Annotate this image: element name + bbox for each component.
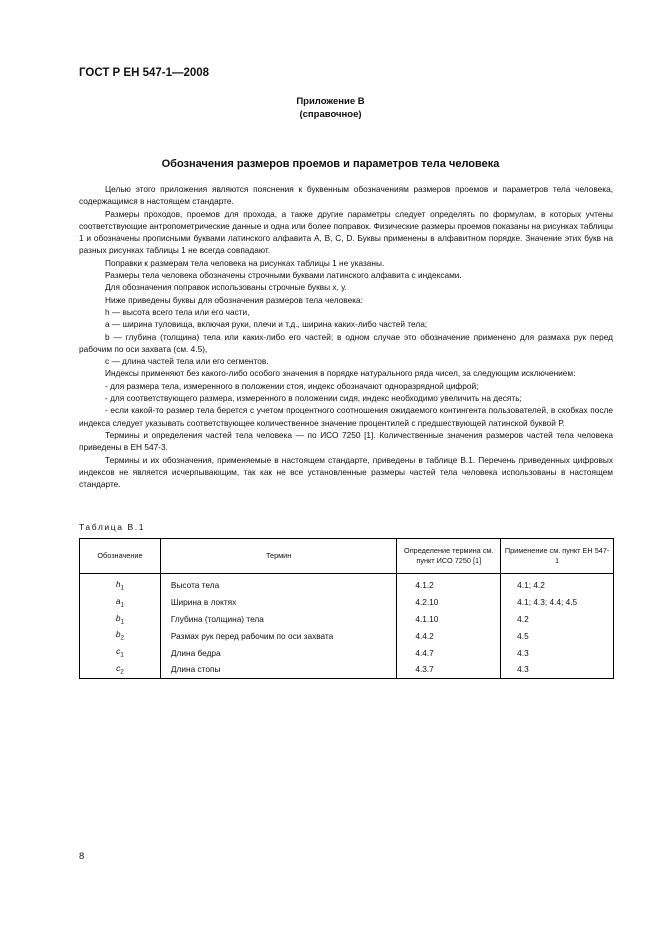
- paragraph: Термины и определения частей тела человека — по ИСО 7250 [1]. Количественные значения размеров частей тела человека приведены в ЕН 547-3.: [79, 429, 613, 453]
- cell-symbol: [80, 594, 161, 611]
- cell-symbol: [80, 627, 161, 644]
- paragraph: Размеры тела человека обозначены строчными буквами латинского алфавита с индексами.: [105, 270, 462, 281]
- annex-title: Приложение В: [296, 96, 365, 107]
- symbol-index: 1: [120, 618, 125, 626]
- cell-definition: 4.4.7: [397, 644, 501, 661]
- symbol-letter: h: [115, 579, 121, 590]
- cell-term: Высота тела: [160, 574, 396, 594]
- cell-term: Длина бедра: [160, 644, 396, 661]
- symbol-letter: b: [115, 612, 121, 623]
- table-caption: Таблица В.1: [79, 522, 146, 532]
- symbol-index: 1: [120, 584, 125, 592]
- paragraph: Индексы применяют без какого-либо особого значения в порядке натурального ряда чисел, за следующим исключением:: [105, 368, 576, 379]
- paragraph: - для соответствующего размера, измеренного в положении сидя, индекс необходимо увеличить на десять;: [105, 393, 522, 404]
- annex-subtitle: (справочное): [299, 109, 362, 120]
- symbol-index: 2: [120, 635, 125, 643]
- paragraph: - если какой-то размер тела берется с учетом процентного соотношения ожидаемого контингента пользователей, в скобках после индекса следует указывать соответствующее количественное значение процентилей с предшествующей латинской буквой Р.: [79, 405, 613, 428]
- page-number: 8: [79, 851, 85, 862]
- table-header-row: [80, 539, 614, 574]
- symbol-index: 1: [120, 651, 124, 659]
- cell-application: 4.1; 4.3; 4.4; 4.5: [501, 594, 614, 611]
- paragraph: - для размера тела, измеренного в положении стоя, индекс обозначают одноразрядной цифрой;: [105, 380, 479, 391]
- paragraph: Для обозначения поправок использованы строчные буквы х, у.: [105, 282, 347, 293]
- table-row: [80, 661, 614, 678]
- cell-term: Ширина в локтях: [160, 594, 396, 611]
- cell-application: 4.3: [501, 661, 614, 678]
- body-text: [79, 183, 613, 490]
- symbol-letter: b: [115, 629, 121, 640]
- cell-term: Размах рук перед рабочим по оси захвата: [160, 627, 396, 644]
- symbol-index: 1: [120, 601, 125, 609]
- paragraph: Термины и их обозначения, применяемые в настоящем стандарте, приведены в таблице В.1. Перечень приведенных цифровых индексов не является исчерпывающим, так как не все установленные размеры частей тела человека использованы в настоящем стандарте.: [79, 454, 613, 490]
- table-row: [80, 644, 614, 661]
- cell-symbol: [80, 661, 161, 678]
- cell-definition: 4.1.10: [397, 611, 501, 628]
- paragraph: а — ширина туловища, включая руки, плечи и т.д., ширина каких-либо частей тела;: [105, 319, 428, 330]
- standard-designation: ГОСТ Р ЕН 547-1—2008: [79, 67, 210, 79]
- cell-symbol: [80, 574, 161, 594]
- cell-symbol: [80, 644, 161, 661]
- table-row: [80, 627, 614, 644]
- paragraph: Ниже приведены буквы для обозначения размеров тела человека:: [105, 294, 363, 305]
- symbol-letter: c: [116, 663, 121, 674]
- cell-symbol: [80, 611, 161, 628]
- symbol-letter: c: [116, 646, 121, 657]
- paragraph: h — высота всего тела или его части,: [105, 306, 250, 317]
- cell-definition: 4.1.2: [397, 574, 501, 594]
- paragraph: Размеры проходов, проемов для прохода, а также другие параметры следует определять по формулам, в которых учтены соответствующие антропометрические данные и одна или более поправок. Физические размеры проемов показаны на рисунках таблицы 1 и обозначены прописными буквами латинского алфавита А, В, С, D. Буквы применены в алфавитном порядке. Значение этих букв на разных рисунках таблицы 1 не всегда совпадают.: [79, 208, 613, 256]
- header-term: Термин: [160, 539, 396, 574]
- table-row: [80, 574, 614, 594]
- header-designation: Обозначение: [80, 539, 161, 574]
- table-row: [80, 611, 614, 628]
- header-application: Применение см. пункт ЕН 547-1: [501, 539, 614, 574]
- cell-definition: 4.4.2: [397, 627, 501, 644]
- paragraph: с — длина частей тела или его сегментов.: [105, 356, 269, 367]
- cell-application: 4.5: [501, 627, 614, 644]
- symbol-letter: a: [115, 595, 121, 606]
- cell-definition: 4.2.10: [397, 594, 501, 611]
- cell-definition: 4.3.7: [397, 661, 501, 678]
- paragraph: b — глубина (толщина) тела или каких-либо его частей; в одном случае это обозначение применено для размаха рук перед рабочим по оси захвата (см. 4.5),: [79, 331, 613, 354]
- cell-application: 4.1; 4.2: [501, 574, 614, 594]
- cell-term: Длина стопы: [160, 661, 396, 678]
- cell-application: 4.2: [501, 611, 614, 628]
- symbol-index: 2: [120, 668, 124, 676]
- header-definition: Определение термина см. пункт ИСО 7250 [1]: [397, 539, 501, 574]
- paragraph: Целью этого приложения являются пояснения к буквенным обозначениям размеров проемов и параметров тела человека, содержащимся в настоящем стандарте.: [79, 184, 613, 207]
- designations-table: [79, 538, 614, 679]
- cell-term: Глубина (толщина) тела: [160, 611, 396, 628]
- section-heading: Обозначения размеров проемов и параметров тела человека: [161, 158, 500, 170]
- table-row: [80, 594, 614, 611]
- paragraph: Поправки к размерам тела человека на рисунках таблицы 1 не указаны.: [105, 257, 385, 268]
- cell-application: 4.3: [501, 644, 614, 661]
